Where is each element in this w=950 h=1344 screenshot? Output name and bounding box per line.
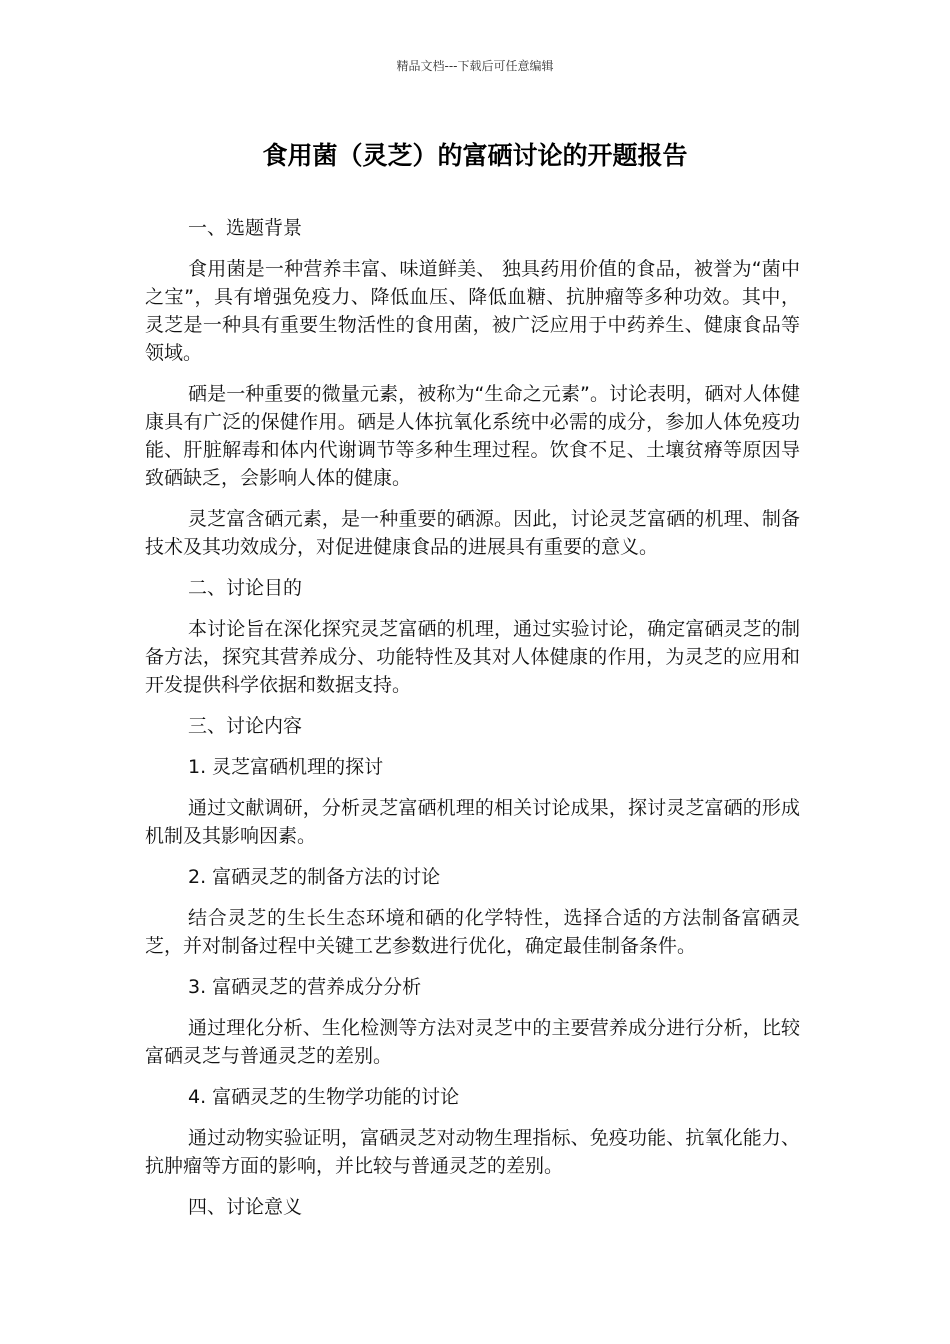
paragraph-preparation: 结合灵芝的生长生态环境和硒的化学特性，选择合适的方法制备富硒灵芝，并对制备过程中关键工艺参数进行优化，确定最佳制备条件。 bbox=[145, 907, 800, 957]
subheading-mechanism: 1. 灵芝富硒机理的探讨 bbox=[188, 756, 384, 778]
section-heading-significance: 四、讨论意义 bbox=[188, 1196, 303, 1218]
document-body bbox=[145, 214, 800, 1234]
section-heading-content: 三、讨论内容 bbox=[188, 715, 303, 737]
paragraph-ganoderma-selenium: 灵芝富含硒元素，是一种重要的硒源。因此，讨论灵芝富硒的机理、制备技术及其功效成分，对促进健康食品的进展具有重要的意义。 bbox=[145, 508, 800, 558]
paragraph-edible-fungi: 食用菌是一种营养丰富、味道鲜美、 独具药用价值的食品，被誉为“菌中之宝”，具有增强免疫力、降低血压、降低血糖、抗肿瘤等多种功效。其中，灵芝是一种具有重要生物活性的食用菌，被广泛应用于中药养生、健康食品等领域。 bbox=[145, 258, 800, 364]
paragraph-mechanism: 通过文献调研，分析灵芝富硒机理的相关讨论成果，探讨灵芝富硒的形成机制及其影响因素。 bbox=[145, 797, 800, 847]
paragraph-nutrition: 通过理化分析、生化检测等方法对灵芝中的主要营养成分进行分析，比较富硒灵芝与普通灵芝的差别。 bbox=[145, 1017, 800, 1067]
section-heading-purpose: 二、讨论目的 bbox=[188, 577, 303, 599]
document-title: 食用菌（灵芝）的富硒讨论的开题报告 bbox=[262, 141, 688, 170]
subheading-biological-function: 4. 富硒灵芝的生物学功能的讨论 bbox=[188, 1086, 460, 1108]
page-header: 精品文档---下载后可任意编辑 bbox=[396, 59, 554, 73]
paragraph-selenium: 硒是一种重要的微量元素，被称为“生命之元素”。讨论表明，硒对人体健康具有广泛的保健作用。硒是人体抗氧化系统中必需的成分，参加人体免疫功能、肝脏解毒和体内代谢调节等多种生理过程。饮食不足、土壤贫瘠等原因导致硒缺乏，会影响人体的健康。 bbox=[145, 383, 800, 489]
section-heading-background: 一、选题背景 bbox=[188, 217, 303, 239]
paragraph-purpose: 本讨论旨在深化探究灵芝富硒的机理，通过实验讨论，确定富硒灵芝的制备方法，探究其营养成分、功能特性及其对人体健康的作用，为灵芝的应用和开发提供科学依据和数据支持。 bbox=[145, 618, 800, 696]
subheading-preparation: 2. 富硒灵芝的制备方法的讨论 bbox=[188, 866, 441, 888]
subheading-nutrition: 3. 富硒灵芝的营养成分分析 bbox=[188, 976, 422, 998]
paragraph-biological-function: 通过动物实验证明，富硒灵芝对动物生理指标、免疫功能、抗氧化能力、抗肿瘤等方面的影响，并比较与普通灵芝的差别。 bbox=[145, 1127, 800, 1177]
